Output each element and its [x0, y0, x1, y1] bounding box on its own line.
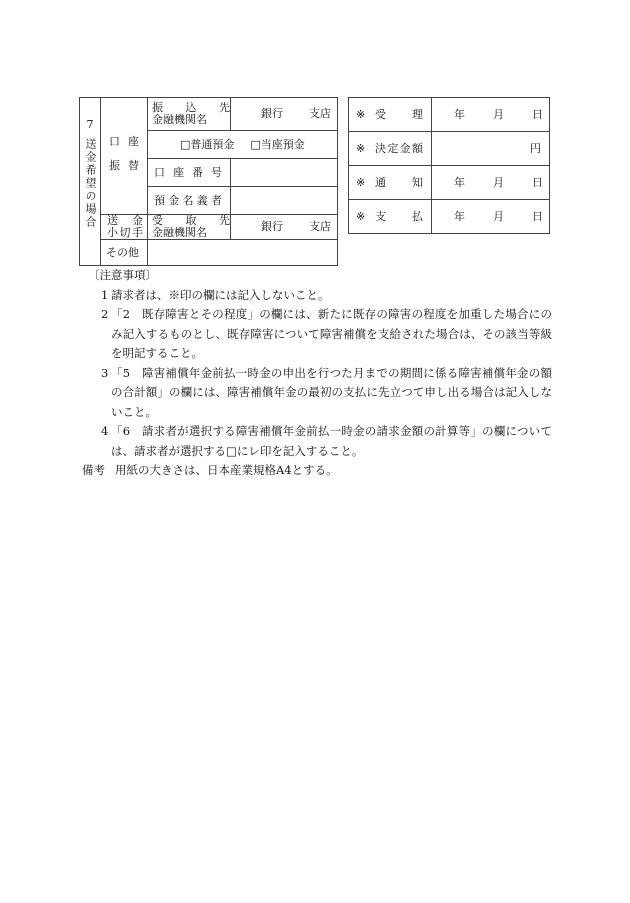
- decided-amount-label: 決定金額: [375, 141, 423, 155]
- office-mark: ※: [356, 142, 366, 155]
- remittance-table: [79, 97, 338, 266]
- note-text: 「2 既存障害とその程度」の欄には、新たに既存の障害の程度を加重した場合にのみ記入するものとし、既存障害について障害補償を支給された場合は、その該当等級を明記すること。: [111, 307, 552, 360]
- notice-label-cell: [349, 166, 432, 200]
- year-unit: 年: [454, 107, 465, 121]
- note-item: [82, 364, 552, 423]
- other-field[interactable]: [148, 240, 338, 266]
- decided-amount-field[interactable]: [432, 132, 550, 166]
- bank-suffix: 銀行: [261, 107, 283, 120]
- account-transfer-line2: 振替: [109, 159, 139, 172]
- account-transfer-cell: [101, 98, 148, 215]
- note-text: 請求者は、※印の欄には記入しないこと。: [111, 287, 330, 302]
- note-number: 2: [101, 307, 109, 321]
- year-unit: 年: [454, 175, 465, 189]
- bank-label-cell: [148, 98, 231, 131]
- section-7-cell: [80, 98, 101, 266]
- deposit-type-cell: [148, 131, 338, 159]
- note-item: [82, 286, 552, 306]
- account-number-label-cell: [148, 159, 231, 187]
- section-number: 7: [86, 118, 94, 131]
- note-item: [82, 305, 552, 364]
- received-label-cell: [349, 98, 432, 132]
- bank-label-line2: 金融機関名: [152, 113, 207, 126]
- year-unit: 年: [454, 209, 465, 223]
- day-unit: 日: [532, 107, 543, 121]
- section-title: 送金希望の場合: [84, 138, 97, 229]
- other-label-cell: [101, 240, 148, 266]
- recipient-bank-suffix: 銀行: [261, 220, 283, 233]
- current-deposit-checkbox[interactable]: □当座預金: [250, 137, 305, 151]
- note-number: 1: [101, 287, 109, 302]
- notice-date-field[interactable]: [432, 166, 550, 200]
- account-transfer-line1: 口座: [109, 135, 139, 148]
- recipient-label-cell: [148, 215, 231, 240]
- remarks: [82, 461, 552, 481]
- month-unit: 月: [493, 209, 504, 223]
- remittance-check-cell: [101, 215, 148, 240]
- recipient-label-line1: 受取先: [152, 214, 230, 227]
- ordinary-deposit-checkbox[interactable]: □普通預金: [180, 137, 235, 151]
- account-holder-label-cell: [148, 187, 231, 215]
- bank-label-line1: 振込先: [152, 101, 230, 114]
- office-mark: ※: [356, 176, 366, 189]
- remittance-line2: 小切手: [107, 226, 143, 239]
- note-number: 4: [101, 424, 109, 438]
- day-unit: 日: [532, 209, 543, 223]
- note-number: 3: [101, 365, 109, 380]
- decided-amount-label-cell: [349, 132, 432, 166]
- note-text: 「6 請求者が選択する障害補償年金前払一時金の請求金額の計算等」の欄については、請求者が選択する□にレ印を記入すること。: [111, 424, 552, 458]
- remittance-line1: 送金: [107, 214, 143, 227]
- branch-suffix: 支店: [309, 107, 331, 120]
- account-holder-field[interactable]: [231, 187, 338, 215]
- bank-name-field[interactable]: [231, 98, 338, 131]
- received-label: 受理: [375, 107, 423, 121]
- recipient-label-line2: 金融機関名: [152, 226, 207, 239]
- month-unit: 月: [493, 107, 504, 121]
- received-date-field[interactable]: [432, 98, 550, 132]
- remarks-label: 備考: [82, 463, 105, 477]
- other-label: その他: [106, 245, 139, 259]
- office-mark: ※: [356, 210, 366, 223]
- yen-unit: 円: [530, 141, 541, 155]
- remarks-text: 用紙の大きさは、日本産業規格A4とする。: [115, 463, 338, 477]
- recipient-branch-suffix: 支店: [309, 220, 331, 233]
- notes-section: [82, 266, 552, 481]
- note-text: 「5 障害補償年金前払一時金の申出を行つた月までの期間に係る障害補償年金の額の合計額」の欄には、障害補償年金の最初の支払に先立つて申し出る場合は記入しないこと。: [111, 365, 552, 419]
- office-use-table: [348, 97, 550, 234]
- recipient-bank-field[interactable]: [231, 215, 338, 240]
- account-number-field[interactable]: [231, 159, 338, 187]
- office-mark: ※: [356, 108, 366, 121]
- day-unit: 日: [532, 175, 543, 189]
- notice-label: 通知: [375, 175, 423, 189]
- account-number-label: 口座番号: [154, 165, 222, 179]
- payment-date-field[interactable]: [432, 200, 550, 234]
- month-unit: 月: [493, 175, 504, 189]
- account-holder-label: 預金名義者: [154, 193, 222, 207]
- notes-heading: 〔注意事項〕: [88, 268, 157, 282]
- payment-label-cell: [349, 200, 432, 234]
- note-item: [82, 422, 552, 461]
- payment-label: 支払: [375, 209, 423, 223]
